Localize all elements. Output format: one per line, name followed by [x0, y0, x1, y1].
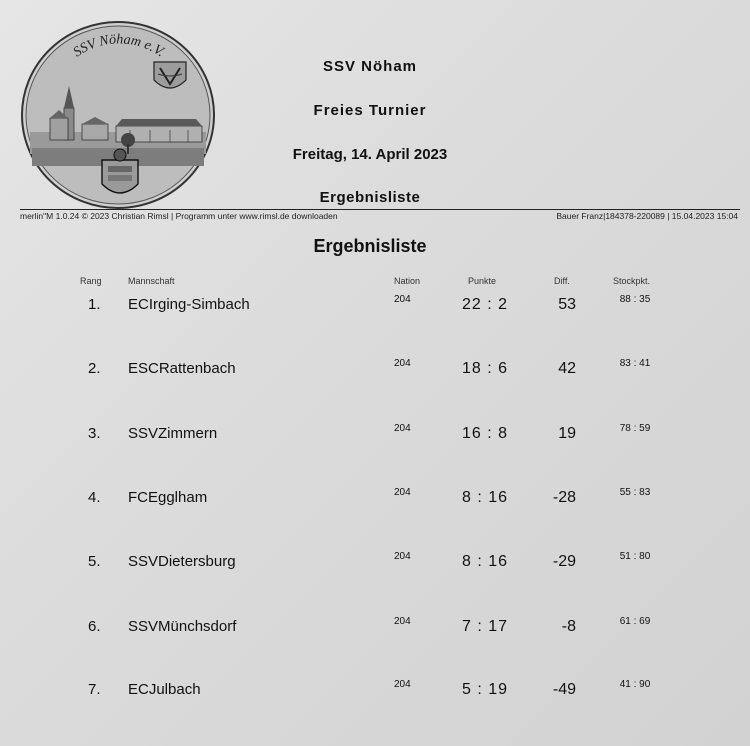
points: 22 : 2	[461, 296, 509, 313]
rank: 1.	[88, 296, 101, 313]
nation: 204	[394, 358, 411, 369]
rank: 4.	[88, 489, 101, 506]
diff: 19	[558, 425, 576, 442]
team-name: FCEgglham	[128, 489, 208, 506]
diff: 53	[558, 296, 576, 313]
team-name: ESCRattenbach	[128, 360, 236, 377]
crest-shield-icon	[154, 62, 186, 88]
table-row	[0, 296, 750, 320]
points: 16 : 8	[461, 425, 509, 442]
header-list-title: Ergebnisliste	[319, 189, 421, 206]
points: 18 : 6	[461, 360, 509, 377]
stock-points: 88 : 35	[619, 294, 651, 305]
rank: 6.	[88, 618, 101, 635]
col-header-nation: Nation	[394, 276, 421, 286]
rank: 3.	[88, 425, 101, 442]
stock-points: 55 : 83	[619, 487, 651, 498]
program-credit: merlin"M 1.0.24 © 2023 Christian Rimsl | Programm unter www.rimsl.de downloaden	[20, 211, 338, 221]
print-info: Bauer Franz|184378-220089 | 15.04.2023 15:04	[556, 211, 738, 221]
nation: 204	[394, 679, 411, 690]
tournament-name: Freies Turnier	[313, 102, 427, 119]
col-header-team: Mannschaft	[128, 276, 175, 286]
team-name: ECIrging-Simbach	[128, 296, 250, 313]
page-title: Ergebnisliste	[313, 236, 427, 256]
col-header-stock-points: Stockpkt.	[613, 276, 651, 286]
rank: 7.	[88, 681, 101, 698]
diff: -49	[552, 681, 576, 698]
table-row	[0, 425, 750, 449]
club-logo	[20, 20, 216, 210]
stock-points: 51 : 80	[619, 551, 651, 562]
points: 5 : 19	[461, 681, 509, 698]
team-name: ECJulbach	[128, 681, 201, 698]
nation: 204	[394, 423, 411, 434]
table-row	[0, 489, 750, 513]
stock-points: 83 : 41	[619, 358, 651, 369]
event-date: Freitag, 14. April 2023	[292, 146, 448, 163]
table-row	[0, 360, 750, 384]
header-divider	[20, 209, 740, 210]
points: 8 : 16	[461, 489, 509, 506]
diff: -28	[552, 489, 576, 506]
table-row	[0, 681, 750, 705]
col-header-points: Punkte	[468, 276, 497, 286]
col-header-diff: Diff.	[554, 276, 570, 286]
nation: 204	[394, 616, 411, 627]
stock-points: 61 : 69	[619, 616, 651, 627]
stock-points: 78 : 59	[619, 423, 651, 434]
logo-arc-text: SSV Nöham e.V.	[70, 32, 168, 61]
points: 7 : 17	[461, 618, 509, 635]
nation: 204	[394, 551, 411, 562]
table-row	[0, 553, 750, 577]
club-name: SSV Nöham	[322, 58, 418, 75]
table-row	[0, 618, 750, 642]
rank: 2.	[88, 360, 101, 377]
nation: 204	[394, 294, 411, 305]
nation: 204	[394, 487, 411, 498]
rank: 5.	[88, 553, 101, 570]
diff: 42	[558, 360, 576, 377]
stock-points: 41 : 90	[619, 679, 651, 690]
team-name: SSVDietersburg	[128, 553, 236, 570]
diff: -29	[552, 553, 576, 570]
team-name: SSVZimmern	[128, 425, 218, 442]
col-header-rank: Rang	[80, 276, 102, 286]
team-name: SSVMünchsdorf	[128, 618, 237, 635]
points: 8 : 16	[461, 553, 509, 570]
diff: -8	[561, 618, 576, 635]
